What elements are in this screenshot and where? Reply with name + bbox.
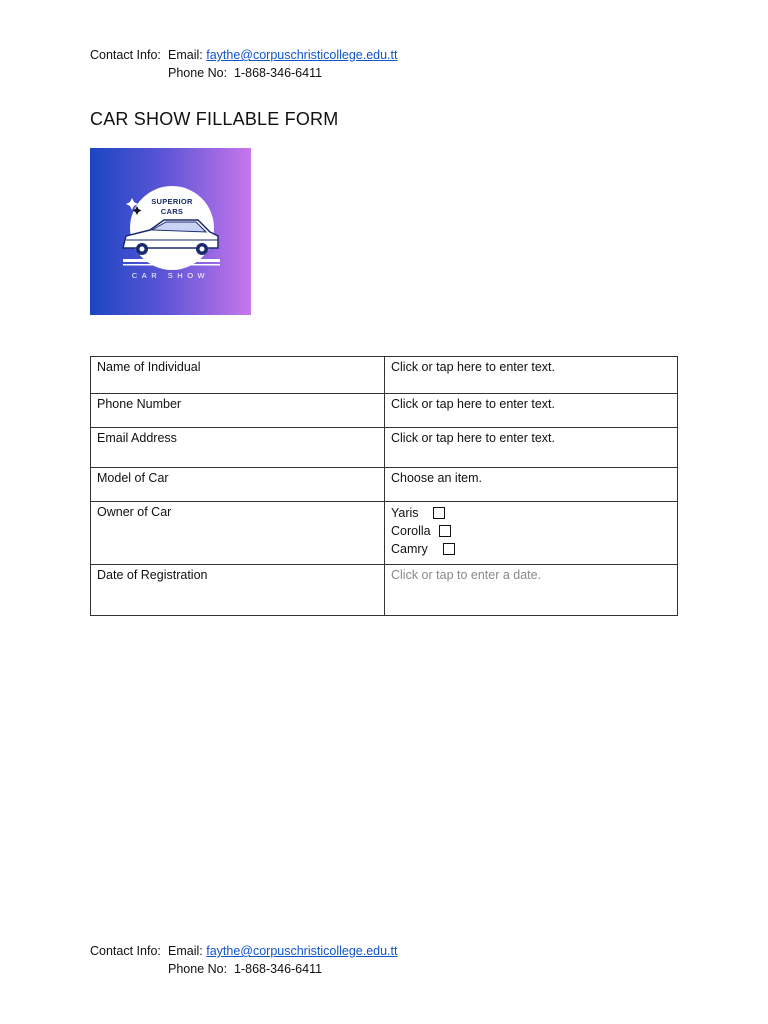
contact-info-header — [90, 46, 397, 82]
car-model-dropdown[interactable]: Choose an item. — [385, 468, 678, 502]
form-label: Date of Registration — [91, 565, 385, 616]
form-label: Name of Individual — [91, 357, 385, 394]
table-row — [91, 428, 678, 468]
option-label: Yaris — [391, 505, 419, 520]
contact-info-footer — [90, 942, 397, 978]
logo-brand-line1: SUPERIOR — [151, 197, 193, 206]
email-input[interactable]: Click or tap here to enter text. — [385, 428, 678, 468]
camry-checkbox[interactable] — [443, 543, 455, 555]
name-input[interactable]: Click or tap here to enter text. — [385, 357, 678, 394]
email-label: Email: — [168, 944, 203, 958]
logo-tagline: CAR SHOW — [131, 271, 210, 280]
option-corolla — [391, 522, 671, 540]
logo-brand-line2: CARS — [160, 207, 184, 216]
registration-form-table — [90, 356, 678, 616]
phone-number: 1-868-346-6411 — [234, 66, 323, 80]
email-label: Email: — [168, 48, 203, 62]
table-row — [91, 394, 678, 428]
form-label: Email Address — [91, 428, 385, 468]
option-camry — [391, 540, 671, 558]
table-row — [91, 468, 678, 502]
phone-number: 1-868-346-6411 — [234, 962, 323, 976]
option-yaris — [391, 504, 671, 522]
date-picker[interactable]: Click or tap to enter a date. — [385, 565, 678, 616]
email-link[interactable]: faythe@corpuschristicollege.edu.tt — [206, 944, 398, 958]
contact-info-label: Contact Info: — [90, 944, 161, 958]
contact-info-label: Contact Info: — [90, 48, 161, 62]
phone-label: Phone No: — [168, 962, 228, 976]
car-logo-graphic — [90, 148, 251, 315]
corolla-checkbox[interactable] — [439, 525, 451, 537]
form-label: Phone Number — [91, 394, 385, 428]
table-row — [91, 565, 678, 616]
table-row — [91, 502, 678, 565]
form-label: Model of Car — [91, 468, 385, 502]
email-link[interactable]: faythe@corpuschristicollege.edu.tt — [206, 48, 398, 62]
option-label: Corolla — [391, 523, 431, 538]
page-title: CAR SHOW FILLABLE FORM — [90, 109, 339, 129]
table-row — [91, 357, 678, 394]
yaris-checkbox[interactable] — [433, 507, 445, 519]
form-label: Owner of Car — [91, 502, 385, 565]
superior-cars-logo — [90, 148, 251, 315]
owner-options — [385, 502, 678, 565]
phone-label: Phone No: — [168, 66, 228, 80]
phone-input[interactable]: Click or tap here to enter text. — [385, 394, 678, 428]
option-label: Camry — [391, 541, 428, 556]
